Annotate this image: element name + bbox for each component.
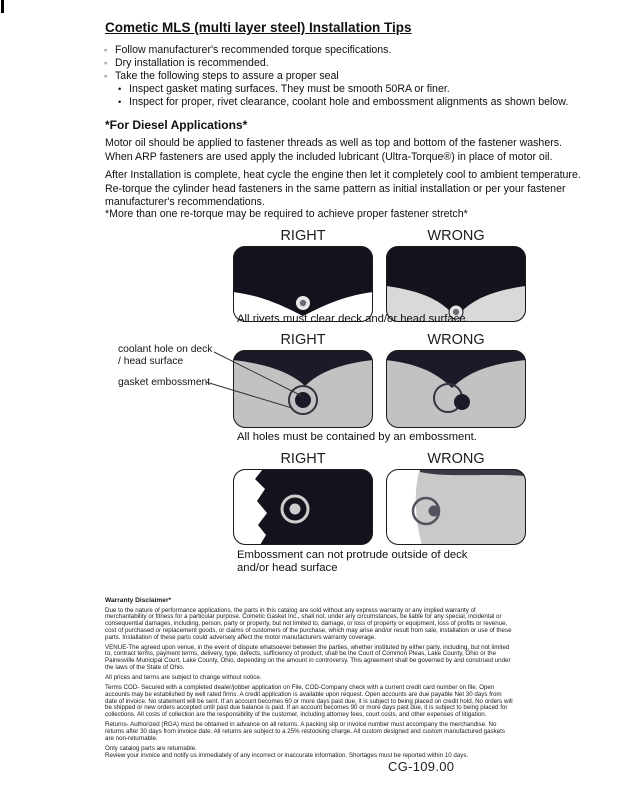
warranty-section — [105, 598, 515, 763]
callout-leader-lines — [200, 345, 312, 417]
warranty-paragraph: Due to the nature of performance applications, the parts in this catalog are sold without any express warranty or any implied warranty of merchantability or fitness for a particular purpose. Cometic Gasket Inc., shall not, under any circumstances, be liable for any special, incidental or consequential damages, including, person, party or property, but not limited to, damage, or loss of property or equipment, loss of profits or revenue, cost of purchased or replacement goods, or claims of customers of the purchase, which may arise and/or result from sale, installation or use of these parts. Installation of these parts could adversely affect the motor manufacturers warranty coverage. — [105, 606, 512, 641]
wrong-column — [386, 228, 526, 322]
open-bullet-icon: ◦ — [104, 45, 108, 56]
diesel-paragraph-1: Motor oil should be applied to fastener threads as well as top and bottom of the fastener washers. When ARP fasteners are used apply the included lubricant (Ultra-Torque®) in place of motor oil. — [105, 137, 562, 163]
open-bullet-icon: ◦ — [104, 71, 108, 82]
diagram-row-protrusion — [233, 451, 526, 545]
page-edge-mark — [1, 0, 4, 13]
list-item — [104, 44, 596, 57]
tip-text: Inspect for proper, rivet clearance, coolant hole and embossment alignments as shown below. — [129, 96, 569, 108]
wrong-column — [386, 332, 526, 428]
list-item — [104, 70, 596, 83]
diagram-protrusion-wrong — [386, 469, 526, 545]
right-label: RIGHT — [280, 332, 326, 348]
wrong-label: WRONG — [427, 451, 485, 467]
retorque-note: *More than one re-torque may be required to achieve proper fastener stretch* — [105, 208, 468, 220]
list-item — [118, 96, 596, 109]
diagram-rivet-clear-right — [233, 246, 373, 322]
right-column — [233, 228, 373, 322]
wrong-column — [386, 451, 526, 545]
warranty-paragraph: All prices and terms are subject to change without notice. — [105, 674, 262, 682]
tip-text: Inspect gasket mating surfaces. They must be smooth 50RA or finer. — [129, 83, 450, 95]
page-code: CG-109.00 — [388, 759, 455, 774]
dot-bullet-icon: • — [118, 84, 122, 95]
tips-list — [104, 44, 596, 109]
diagram-rivet-clear-wrong — [386, 246, 526, 322]
diagram-row-rivets — [233, 228, 526, 322]
gasket-embossment-callout: gasket embossment — [118, 377, 211, 388]
open-bullet-icon: ◦ — [104, 58, 108, 69]
coolant-hole-callout: coolant hole on deck / head surface — [118, 344, 213, 367]
diagram-embossment-wrong — [386, 350, 526, 428]
warranty-paragraph: Review your invoice and notify us immediately of any incorrect or inaccurate information. Shortages must be reported within 10 days. — [105, 752, 469, 760]
page-title: Cometic MLS (multi layer steel) Installation Tips — [105, 20, 412, 35]
diagram-caption-protrusion: Embossment can not protrude outside of deck and/or head surface — [237, 549, 468, 574]
diesel-paragraph-2: After Installation is complete, heat cycle the engine then let it completely cool to ambient temperature. Re-torque the cylinder head fasteners in the same pattern as initial installation or per your fastener manufacturer's recommendations. — [105, 169, 581, 208]
wrong-label: WRONG — [427, 332, 485, 348]
right-column — [233, 451, 373, 545]
tip-text: Dry installation is recommended. — [115, 57, 269, 69]
list-item — [104, 57, 596, 70]
warranty-paragraph: Only catalog parts are returnable. — [105, 744, 197, 752]
dot-bullet-icon: • — [118, 97, 122, 108]
diagram-caption-embossment: All holes must be contained by an embossment. — [237, 431, 477, 443]
warranty-heading: Warranty Disclaimer* — [105, 597, 172, 604]
tip-text: Follow manufacturer's recommended torque specifications. — [115, 44, 392, 56]
right-label: RIGHT — [280, 451, 326, 467]
warranty-paragraph: Terms COD- Secured with a completed dealer/jobber application on File, COD-Company check with a current credit card number on file. Open accounts may be established by well rated firms. A credit application is available upon request. Open accounts are due payable Net 30 days from date of invoice. No statement will be sent. If an account becomes 60 or more days past due, it is subject to being placed on credit hold. No orders will be shipped or new orders accepted until past due balance is paid. If an account becomes 90 or more days past due, it is subject to being placed for collections. All costs of collection are the responsibility of the customer, including attorney fees, court costs, and other expenses of litigation. — [105, 684, 513, 719]
tip-text: Take the following steps to assure a proper seal — [115, 70, 339, 82]
wrong-label: WRONG — [427, 228, 485, 244]
warranty-paragraph: VENUE-The agreed upon venue, in the event of dispute whatsoever between the parties, whether instituted by either party, including, but not limited to, contract terms, payment terms, delivery, type, defects, sufficiency of product, shall be the Court of Common Pleas, Lake County, Ohio or the Painesville Municipal Court, Lake County, Ohio, depending on the amount in controversy. This agreement shall be governed by and construed under the laws of the State of Ohio. — [105, 643, 511, 671]
diagram-caption-rivets: All rivets must clear deck and/or head surface. — [237, 313, 469, 325]
warranty-paragraph: Returns- Authorized (RGA) must be obtained in advance on all returns. A packing slip or invoice number must accompany the merchandise. No returns after 30 days from invoice date. All returns are subject to a 25% restocking charge. All custom designed and custom manufactured gaskets are non-returnable. — [105, 721, 505, 742]
right-label: RIGHT — [280, 228, 326, 244]
diagram-protrusion-right — [233, 469, 373, 545]
diesel-applications-heading: *For Diesel Applications* — [105, 118, 248, 132]
list-item — [118, 83, 596, 96]
